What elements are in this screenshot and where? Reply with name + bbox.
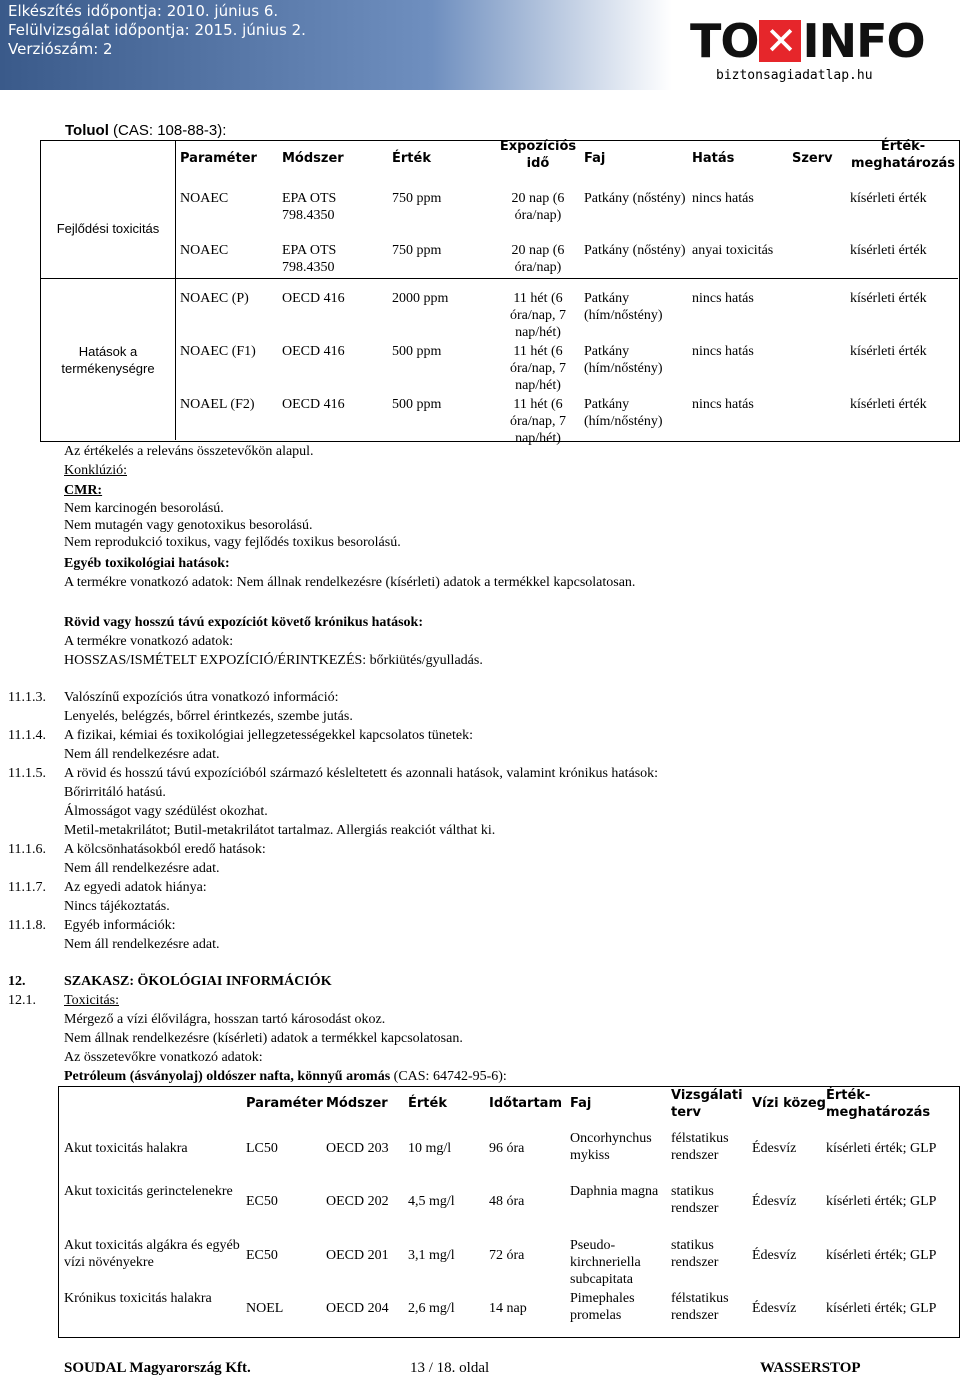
section-num: 11.1.3. xyxy=(8,690,46,705)
petroleum-cas: (CAS: 64742-95-6): xyxy=(390,1069,507,1084)
logo-x-icon: ✕ xyxy=(759,20,801,62)
toluol-cell: NOAEL (F2) xyxy=(180,397,255,412)
eco-header-6: Vízi közeg xyxy=(752,1096,826,1111)
toluol-cell: Patkány (hím/nőstény) xyxy=(584,344,663,376)
egyeb-text: A termékre vonatkozó adatok: Nem állnak rendelkezésre (kísérleti) adatok a termékkel kapcsolatosan. xyxy=(64,575,636,590)
eco-cell: 4,5 mg/l xyxy=(408,1194,455,1209)
eco-cell: 10 mg/l xyxy=(408,1141,452,1156)
section-12-num: 12. xyxy=(8,974,26,989)
toluol-cell: nincs hatás xyxy=(692,191,754,206)
toluol-cell: 11 hét (6 óra/nap, 7 nap/hét) xyxy=(510,344,566,393)
eco-cell: 2,6 mg/l xyxy=(408,1301,455,1316)
toluol-header-4: Faj xyxy=(584,151,606,166)
toluol-cell: 2000 ppm xyxy=(392,291,449,306)
eco-cell: Pseudo-kirchneriella subcapitata xyxy=(570,1238,641,1287)
eco-cell: kísérleti érték; GLP xyxy=(826,1301,937,1316)
toluol-cell: 11 hét (6 óra/nap, 7 nap/hét) xyxy=(510,291,566,340)
toluol-cell: Patkány (hím/nőstény) xyxy=(584,397,663,429)
section-num: 11.1.4. xyxy=(8,728,46,743)
toluol-header-6: Szerv xyxy=(792,151,833,166)
petroleum-name: Petróleum (ásványolaj) oldószer nafta, könnyű aromás xyxy=(64,1069,391,1084)
eco-header-1: Módszer xyxy=(326,1096,388,1111)
toluol-cell: OECD 416 xyxy=(282,291,345,306)
toluol-name: Toluol xyxy=(65,122,109,139)
toluol-header-1: Módszer xyxy=(282,151,344,166)
toluol-cell: Patkány (nőstény) xyxy=(584,191,686,206)
toluol-header-5: Hatás xyxy=(692,151,735,166)
toluol-header-0: Paraméter xyxy=(180,151,257,166)
toluol-cas: (CAS: 108-88-3): xyxy=(108,122,227,139)
footer-company: SOUDAL Magyarország Kft. xyxy=(64,1360,251,1376)
toluol-cell: nincs hatás xyxy=(692,344,754,359)
toluol-cell: Patkány (nőstény) xyxy=(584,243,686,258)
section-num: 11.1.8. xyxy=(8,918,46,933)
eco-cell: Oncorhynchus mykiss xyxy=(570,1131,652,1163)
toluol-cell: NOAEC (P) xyxy=(180,291,249,306)
section-title: Valószínű expozíciós útra vonatkozó információ: xyxy=(64,690,339,705)
eco-header-3: Időtartam xyxy=(489,1096,563,1111)
eco-cell: 48 óra xyxy=(489,1194,525,1209)
cmr-line-1: Nem karcinogén besorolású. xyxy=(64,501,224,516)
eco-cell: OECD 203 xyxy=(326,1141,389,1156)
eco-cell: 3,1 mg/l xyxy=(408,1248,455,1263)
version: Verziószám: 2 xyxy=(8,40,113,58)
toluol-cell: NOAEC xyxy=(180,191,229,206)
toluol-header-2: Érték xyxy=(392,151,431,166)
section-12-1-title: Toxicitás: xyxy=(64,993,120,1008)
eco-cell: EC50 xyxy=(246,1194,278,1209)
eco-header-0: Paraméter xyxy=(246,1096,323,1111)
rovid-heading: Rövid vagy hosszú távú expozíciót követő krónikus hatások: xyxy=(64,615,423,630)
section-12-title: SZAKASZ: ÖKOLÓGIAI INFORMÁCIÓK xyxy=(64,974,332,989)
section-title: Egyéb információk: xyxy=(64,918,176,933)
toluol-cell: 750 ppm xyxy=(392,191,442,206)
toluol-cell: nincs hatás xyxy=(692,397,754,412)
toluol-group-label: Fejlődési toxicitás xyxy=(56,221,160,236)
eco-cell: OECD 201 xyxy=(326,1248,389,1263)
eco-line-3: Az összetevőkre vonatkozó adatok: xyxy=(64,1050,263,1065)
eco-line-2: Nem állnak rendelkezésre (kísérleti) adatok a termékkel kapcsolatosan. xyxy=(64,1031,463,1046)
section-line: Metil-metakrilátot; Butil-metakrilátot tartalmaz. Allergiás reakciót válthat ki. xyxy=(64,823,496,838)
toluol-cell: 20 nap (6 óra/nap) xyxy=(511,191,565,223)
toluol-cell: anyai toxicitás xyxy=(692,243,774,258)
eco-line-1: Mérgező a vízi élővilágra, hosszan tartó károsodást okoz. xyxy=(64,1012,386,1027)
section-title: A rövid és hosszú távú expozícióból származó késleltetett és azonnali hatások, valamint krónikus hatások: xyxy=(64,766,659,781)
eco-cell: Krónikus toxicitás halakra xyxy=(64,1291,212,1306)
eco-cell: kísérleti érték; GLP xyxy=(826,1141,937,1156)
eco-cell: Édesvíz xyxy=(752,1141,797,1156)
eco-cell: OECD 204 xyxy=(326,1301,389,1316)
eco-cell: NOEL xyxy=(246,1301,284,1316)
eco-cell: OECD 202 xyxy=(326,1194,389,1209)
logo-text-right: INFO xyxy=(802,14,925,68)
eco-cell: Akut toxicitás halakra xyxy=(64,1141,188,1156)
eco-cell: kísérleti érték; GLP xyxy=(826,1248,937,1263)
toluol-cell: NOAEC xyxy=(180,243,229,258)
eco-cell: Édesvíz xyxy=(752,1248,797,1263)
section-num: 11.1.5. xyxy=(8,766,46,781)
toluol-cell: OECD 416 xyxy=(282,344,345,359)
section-num: 11.1.7. xyxy=(8,880,46,895)
toluol-header-7: Érték-meghatározás xyxy=(850,139,956,171)
toluol-cell: EPA OTS 798.4350 xyxy=(282,191,337,223)
footer-page: 13 / 18. oldal xyxy=(410,1360,490,1376)
eco-cell: Daphnia magna xyxy=(570,1184,659,1199)
section-title: A fizikai, kémiai és toxikológiai jellegzetességekkel kapcsolatos tünetek: xyxy=(64,728,473,743)
toluol-col-divider xyxy=(175,140,176,440)
section-line: Lenyelés, belégzés, bőrrel érintkezés, szembe jutás. xyxy=(64,709,353,724)
cmr-line-2: Nem mutagén vagy genotoxikus besorolású. xyxy=(64,518,313,533)
rovid-line-2: HOSSZAS/ISMÉTELT EXPOZÍCIÓ/ÉRINTKEZÉS: bőrkiütés/gyulladás. xyxy=(64,653,483,668)
section-line: Bőrirritáló hatású. xyxy=(64,785,166,800)
section-line: Nem áll rendelkezésre adat. xyxy=(64,747,220,762)
cmr-heading: CMR: xyxy=(64,483,103,498)
toluol-cell: 750 ppm xyxy=(392,243,442,258)
eco-cell: 72 óra xyxy=(489,1248,525,1263)
eco-cell: LC50 xyxy=(246,1141,278,1156)
toluol-cell: nincs hatás xyxy=(692,291,754,306)
eco-cell: Édesvíz xyxy=(752,1194,797,1209)
logo-text-left: TO xyxy=(690,14,759,68)
eco-cell: 14 nap xyxy=(489,1301,527,1316)
eco-cell: statikus rendszer xyxy=(671,1238,719,1270)
eco-cell: kísérleti érték; GLP xyxy=(826,1194,937,1209)
egyeb-heading: Egyéb toxikológiai hatások: xyxy=(64,556,230,571)
eval-note: Az értékelés a releváns összetevőkön alapul. xyxy=(64,444,314,459)
toluol-cell: kísérleti érték xyxy=(850,397,927,412)
eco-cell: Akut toxicitás algákra és egyéb vízi növényekre xyxy=(64,1238,240,1270)
eco-cell: EC50 xyxy=(246,1248,278,1263)
eco-cell: félstatikus rendszer xyxy=(671,1291,729,1323)
toluol-header-3: Expozíciós idő xyxy=(499,139,577,171)
toluol-cell: 500 ppm xyxy=(392,344,442,359)
toluol-cell: kísérleti érték xyxy=(850,191,927,206)
toluol-cell: 500 ppm xyxy=(392,397,442,412)
konkluzio-heading: Konklúzió: xyxy=(64,463,127,478)
section-line: Nem áll rendelkezésre adat. xyxy=(64,937,220,952)
date-created: Elkészítés időpontja: 2010. június 6. xyxy=(8,2,279,20)
eco-cell: statikus rendszer xyxy=(671,1184,719,1216)
toluol-cell: NOAEC (F1) xyxy=(180,344,256,359)
section-title: A kölcsönhatásokból eredő hatások: xyxy=(64,842,266,857)
section-line: Nincs tájékoztatás. xyxy=(64,899,170,914)
eco-header-4: Faj xyxy=(570,1096,592,1111)
petroleum-title xyxy=(64,1068,507,1085)
rovid-line-1: A termékre vonatkozó adatok: xyxy=(64,634,234,649)
toluol-group-label: Hatások a termékenységre xyxy=(61,344,155,376)
toluol-cell: kísérleti érték xyxy=(850,243,927,258)
eco-cell: 96 óra xyxy=(489,1141,525,1156)
toluol-group-divider xyxy=(40,278,958,279)
eco-cell: Akut toxicitás gerinctelenekre xyxy=(64,1184,233,1199)
toluol-cell: 20 nap (6 óra/nap) xyxy=(511,243,565,275)
date-revised: Felülvizsgálat időpontja: 2015. június 2. xyxy=(8,21,306,39)
section-line: Nem áll rendelkezésre adat. xyxy=(64,861,220,876)
toluol-cell: EPA OTS 798.4350 xyxy=(282,243,337,275)
toxinfo-logo[interactable] xyxy=(690,14,925,68)
eco-header-7: Érték-meghatározás xyxy=(826,1088,931,1120)
eco-cell: félstatikus rendszer xyxy=(671,1131,729,1163)
section-12-1-num: 12.1. xyxy=(8,993,36,1008)
section-num: 11.1.6. xyxy=(8,842,46,857)
site-link[interactable]: biztonsagiadatlap.hu xyxy=(716,68,873,83)
eco-header-5: Vizsgálati terv xyxy=(671,1088,743,1120)
section-line: Álmosságot vagy szédülést okozhat. xyxy=(64,804,268,819)
toluol-cell: 11 hét (6 óra/nap, 7 nap/hét) xyxy=(510,397,566,446)
eco-cell: Édesvíz xyxy=(752,1301,797,1316)
eco-cell: Pimephales promelas xyxy=(570,1291,635,1323)
footer-product: WASSERSTOP xyxy=(760,1360,861,1376)
toluol-cell: OECD 416 xyxy=(282,397,345,412)
eco-header-2: Érték xyxy=(408,1096,447,1111)
cmr-line-3: Nem reprodukció toxikus, vagy fejlődés toxikus besorolású. xyxy=(64,535,401,550)
toluol-cell: Patkány (hím/nőstény) xyxy=(584,291,663,323)
toluol-cell: kísérleti érték xyxy=(850,291,927,306)
toluol-cell: kísérleti érték xyxy=(850,344,927,359)
toluol-title xyxy=(65,122,226,139)
section-title: Az egyedi adatok hiánya: xyxy=(64,880,207,895)
